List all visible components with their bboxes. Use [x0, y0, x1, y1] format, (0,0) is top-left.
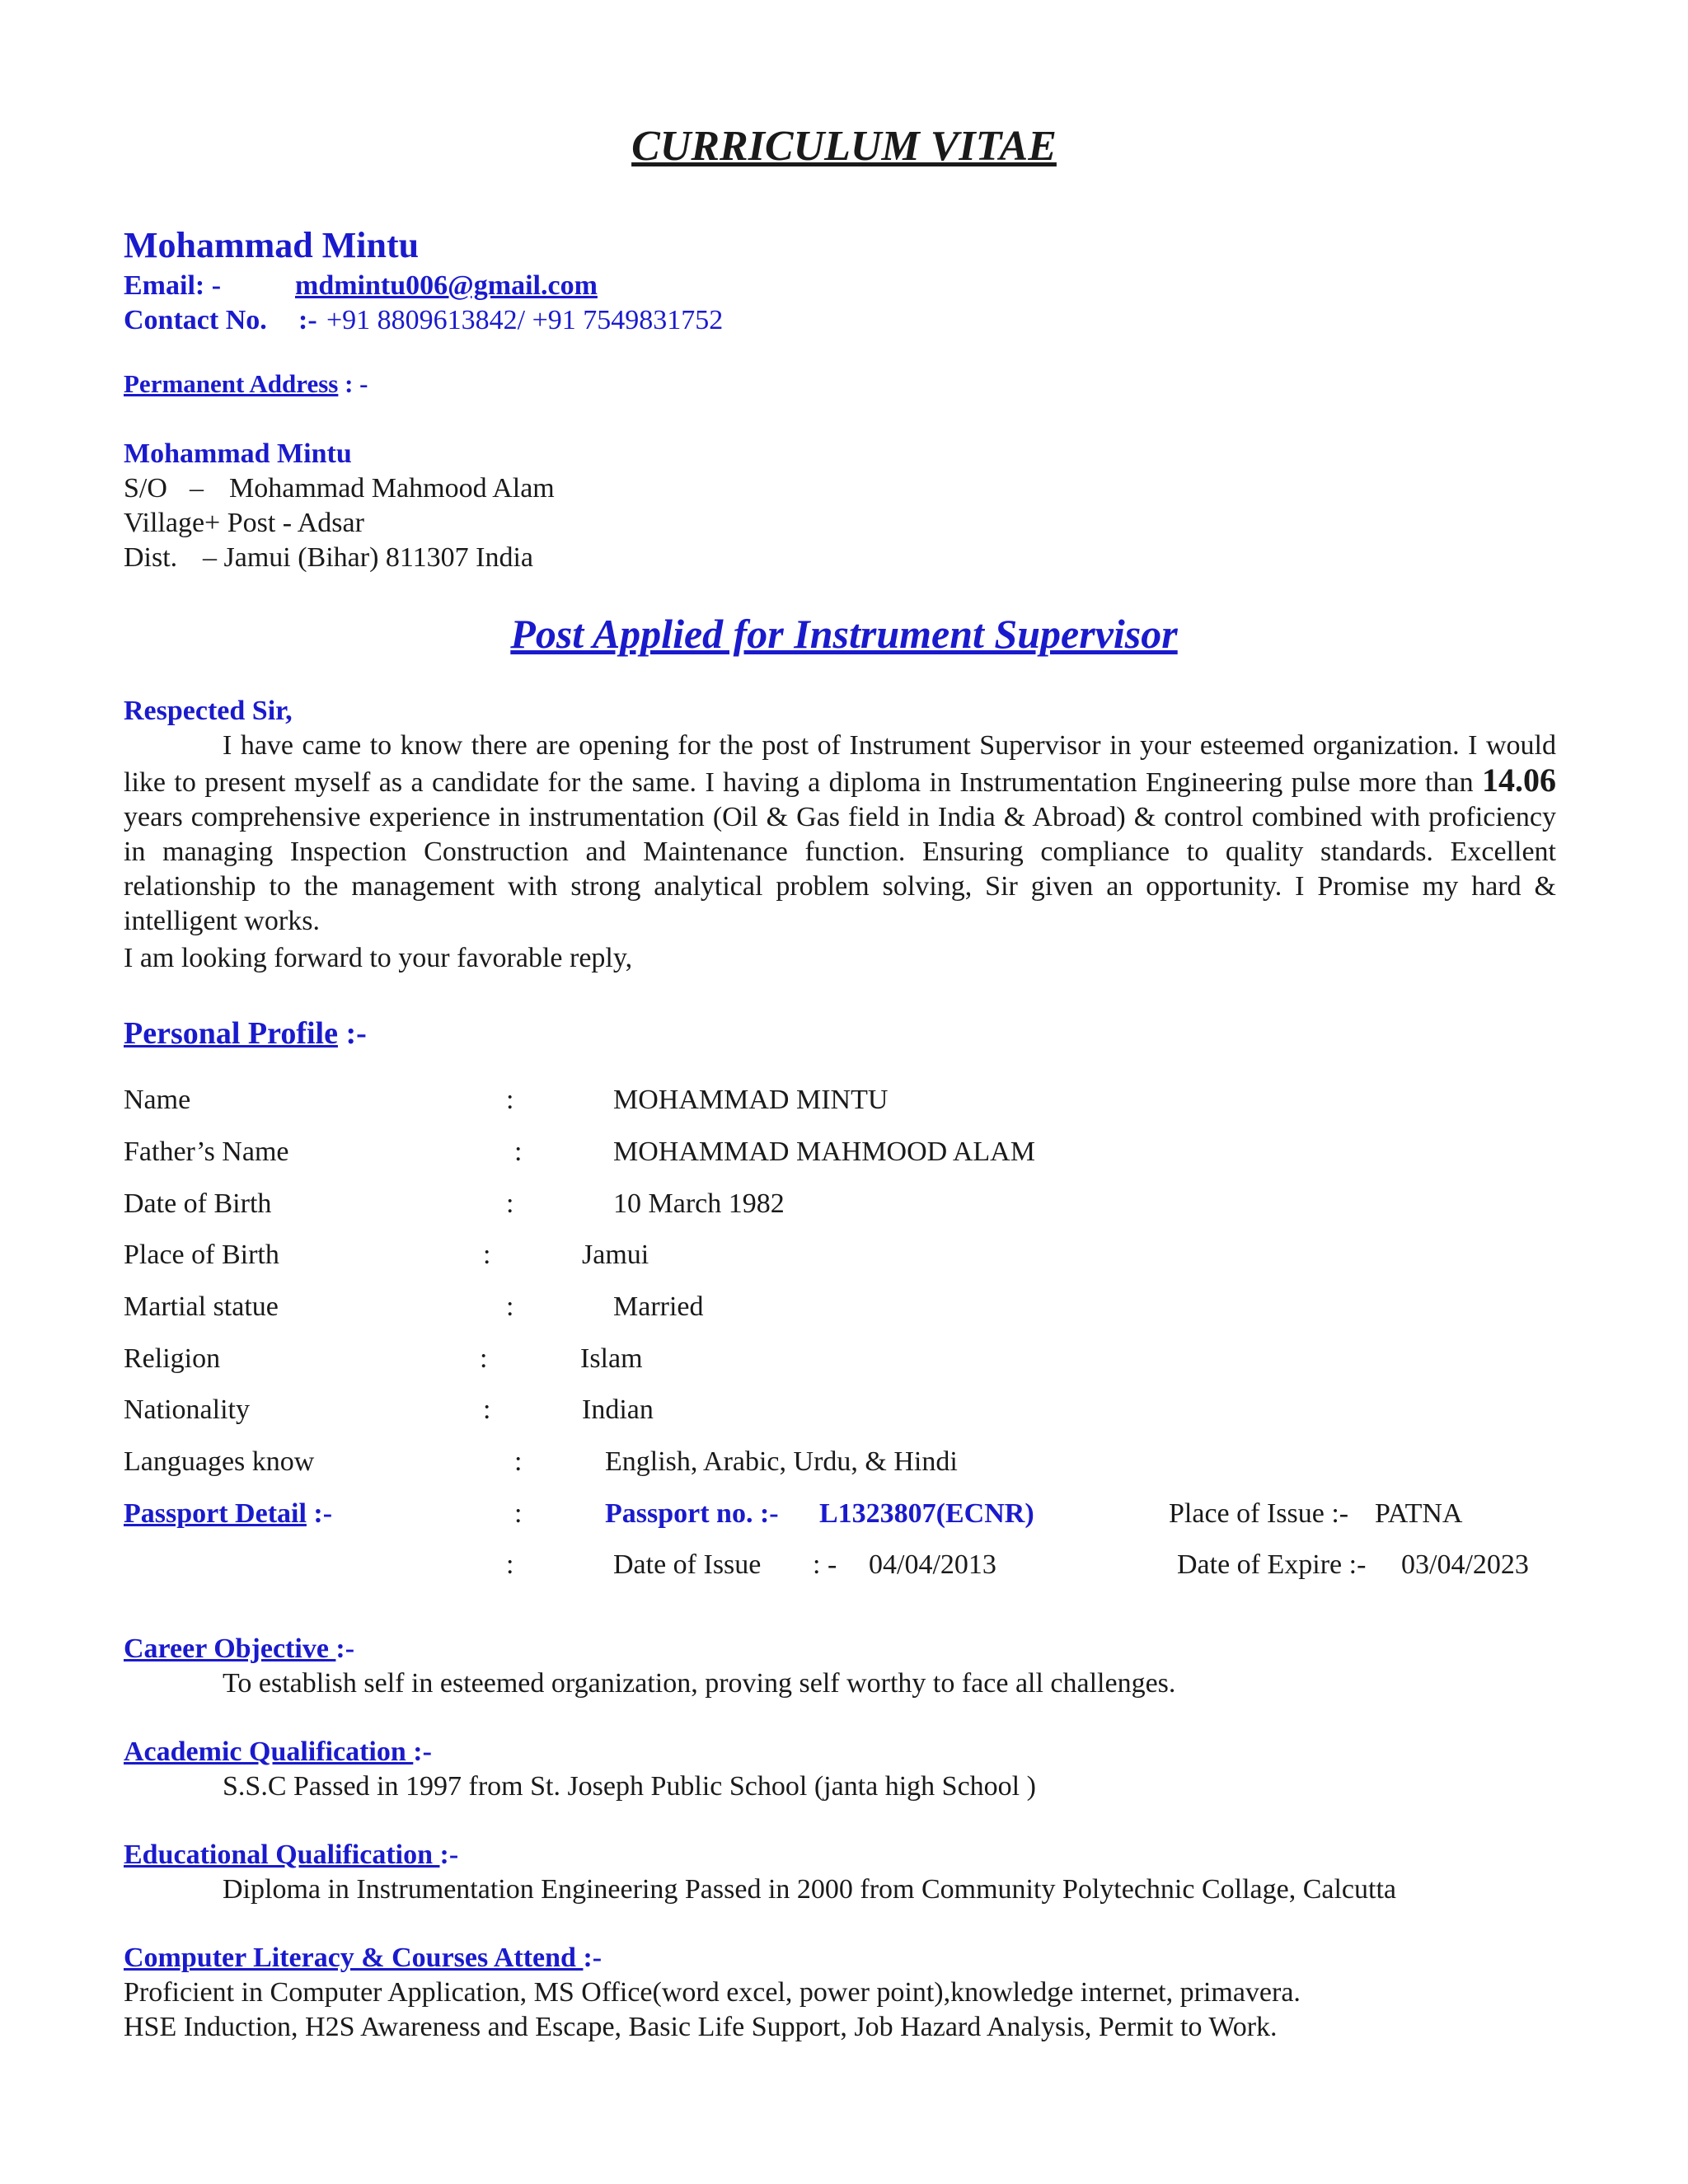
date-of-issue-sep: : - [813, 1549, 837, 1580]
passport-label-sep: :- [313, 1498, 333, 1529]
career-heading-sep: :- [335, 1633, 355, 1664]
row-label-nationality: Nationality [124, 1394, 250, 1425]
row-value-dob: 10 March 1982 [613, 1188, 785, 1219]
date-of-issue-label: Date of Issue [613, 1549, 762, 1580]
career-objective-text: To establish self in esteemed organization, proving self worthy to face all challenges. [223, 1668, 1176, 1699]
educational-text: Diploma in Instrumentation Engineering Passed in 2000 from Community Polytechnic Collage, Calcutta [223, 1874, 1396, 1905]
computer-heading-sep: :- [583, 1943, 603, 1973]
passport-no-value: L1323807(ECNR) [819, 1498, 1034, 1529]
candidate-name: Mohammad Mintu [124, 225, 420, 265]
passport-no-label: Passport no. :- [605, 1498, 779, 1529]
row-colon-marital: : [506, 1291, 514, 1322]
row-label-marital: Martial statue [124, 1291, 279, 1322]
salutation: Respected Sir, [124, 696, 293, 726]
post-applied-title: Post Applied for Instrument Supervisor [510, 611, 1178, 657]
row-label-name: Name [124, 1085, 191, 1115]
letter-text-part1: I have came to know there are opening for the post of Instrument Supervisor in your esteemed organization. I would like to present myself as a candidate for the same. I having a diploma in Instrumentation Engineering pulse more than [124, 730, 1556, 798]
academic-text: S.S.C Passed in 1997 from St. Joseph Public School (janta high School ) [223, 1771, 1036, 1802]
cover-letter-body [124, 729, 1556, 939]
educational-heading-sep: :- [439, 1840, 459, 1870]
letter-text-part2: years comprehensive experience in instrumentation (Oil & Gas field in India & Abroad) & control combined with proficiency in managing Inspection Construction and Maintenance function. Ensuring compliance to quality standards. Excellent relationship to the management with strong analytical problem solving, Sir given an opportunity. I Promise my hard & intelligent works. [124, 802, 1556, 936]
contact-numbers: +91 8809613842/ +91 7549831752 [326, 305, 724, 335]
issue-colon: : [506, 1549, 514, 1580]
contact-separator: :- [298, 305, 317, 335]
date-of-expire-label: Date of Expire :- [1177, 1549, 1367, 1580]
row-value-religion: Islam [580, 1343, 643, 1374]
address-heading-text: Permanent Address [124, 369, 339, 398]
date-of-expire-value: 03/04/2023 [1401, 1549, 1529, 1580]
contact-label: Contact No. [124, 305, 267, 335]
academic-heading-text: Academic Qualification [124, 1736, 414, 1767]
computer-heading-text: Computer Literacy & Courses Attend [124, 1943, 584, 1973]
email-label: Email: - [124, 270, 222, 301]
experience-years: 14.06 [1482, 762, 1556, 799]
row-value-pob: Jamui [582, 1240, 649, 1270]
computer-heading [124, 1941, 602, 1975]
row-label-pob: Place of Birth [124, 1240, 279, 1270]
personal-heading-text: Personal Profile [124, 1016, 338, 1051]
row-colon-religion: : [480, 1343, 488, 1374]
passport-label [124, 1497, 332, 1531]
date-of-issue-value: 04/04/2013 [869, 1549, 996, 1580]
row-colon-pob: : [483, 1240, 491, 1270]
educational-heading-text: Educational Qualification [124, 1840, 440, 1870]
address-name: Mohammad Mintu [124, 438, 352, 469]
row-label-religion: Religion [124, 1343, 221, 1374]
letter-closing: I am looking forward to your favorable reply, [124, 943, 633, 973]
career-objective-heading [124, 1632, 354, 1666]
academic-heading-sep: :- [413, 1736, 432, 1767]
educational-heading [124, 1838, 458, 1872]
dist-value: – Jamui (Bihar) 811307 India [203, 542, 533, 573]
personal-profile-heading [124, 1015, 367, 1052]
place-of-issue-value: PATNA [1375, 1498, 1463, 1529]
row-colon-nationality: : [483, 1394, 491, 1425]
dist-label: Dist. [124, 542, 178, 573]
career-heading-text: Career Objective [124, 1633, 336, 1664]
row-label-languages: Languages know [124, 1446, 315, 1477]
row-value-marital: Married [613, 1291, 704, 1322]
academic-heading [124, 1735, 432, 1769]
so-label: S/O [124, 473, 167, 504]
address-heading-sep: : - [345, 369, 368, 398]
row-value-name: MOHAMMAD MINTU [613, 1085, 889, 1115]
row-colon-languages: : [514, 1446, 523, 1477]
personal-heading-sep: :- [345, 1016, 367, 1051]
row-label-dob: Date of Birth [124, 1188, 272, 1219]
row-colon-name: : [506, 1085, 514, 1115]
computer-line-1: Proficient in Computer Application, MS Office(word excel, power point),knowledge internet, primavera. [124, 1977, 1301, 2008]
address-village: Village+ Post - Adsar [124, 508, 364, 538]
address-heading [124, 369, 368, 399]
passport-colon: : [514, 1498, 523, 1529]
document-title: CURRICULUM VITAE [631, 123, 1057, 170]
place-of-issue-label: Place of Issue :- [1169, 1498, 1349, 1529]
row-value-languages: English, Arabic, Urdu, & Hindi [605, 1446, 958, 1477]
computer-line-2: HSE Induction, H2S Awareness and Escape, Basic Life Support, Job Hazard Analysis, Permit to Work. [124, 2012, 1278, 2042]
row-colon-father: : [514, 1137, 523, 1167]
row-colon-dob: : [506, 1188, 514, 1219]
passport-label-text: Passport Detail [124, 1498, 307, 1529]
row-label-father: Father’s Name [124, 1137, 289, 1167]
so-value: Mohammad Mahmood Alam [229, 473, 555, 504]
email-link[interactable]: mdmintu006@gmail.com [295, 270, 598, 301]
row-value-father: MOHAMMAD MAHMOOD ALAM [613, 1137, 1035, 1167]
row-value-nationality: Indian [582, 1394, 654, 1425]
so-dash: – [190, 473, 204, 504]
